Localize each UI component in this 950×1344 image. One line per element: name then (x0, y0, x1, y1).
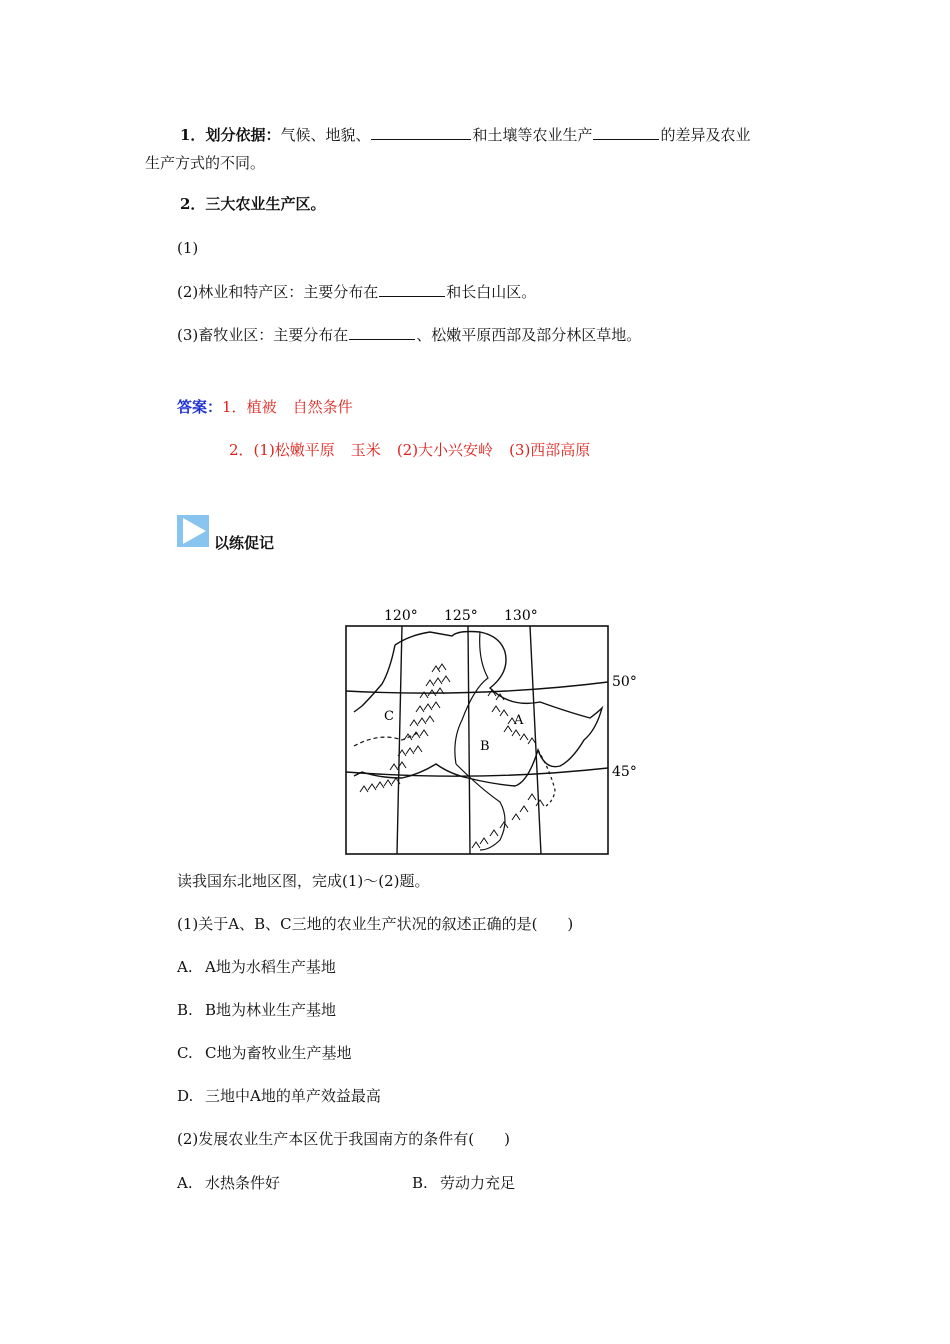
lat-label-45: 45° (612, 764, 637, 780)
parallel-45 (346, 768, 608, 776)
criteria-line-2: 生产方式的不同。 (145, 154, 266, 172)
answer-2-d: (3)西部高原 (509, 441, 591, 459)
blank-4 (349, 324, 415, 340)
answer-label: 答案： (177, 398, 223, 416)
answer-1-a: 植被 (246, 398, 277, 416)
practice-title: 以练促记 (214, 534, 275, 552)
regions-item-3 (177, 324, 641, 345)
regions-item-1: (1) (177, 239, 199, 257)
q1-option-a: A. A地为水稻生产基地 (177, 958, 336, 976)
criteria-text-c: 的差异及农业 (660, 126, 751, 144)
map-frame (346, 626, 608, 854)
q2-option-b: B. 劳动力充足 (412, 1174, 516, 1192)
answer-2-c: (2)大小兴安岭 (396, 441, 494, 459)
question-intro: 读我国东北地区图，完成(1)～(2)题。 (177, 872, 430, 890)
play-icon (177, 515, 209, 547)
east-boundary (538, 750, 555, 806)
question-1: (1)关于A、B、C三地的农业生产状况的叙述正确的是( ) (177, 915, 574, 933)
lon-label-130: 130° (504, 608, 538, 624)
answer-2-number: 2． (229, 441, 254, 459)
regions-item-3-a: (3)畜牧业区：主要分布在 (177, 326, 349, 344)
regions-item-2-a: (2)林业和特产区：主要分布在 (177, 283, 379, 301)
lon-label-125: 125° (444, 608, 478, 624)
parallel-50 (346, 682, 608, 693)
region-label-c: C (384, 709, 394, 724)
q1-option-c: C. C地为畜牧业生产基地 (177, 1044, 352, 1062)
answer-2-b: 玉米 (350, 441, 381, 459)
blank-1 (371, 124, 471, 140)
lat-label-50: 50° (612, 674, 637, 690)
regions-item-3-b: 、松嫩平原西部及部分林区草地。 (416, 326, 642, 344)
q2-option-a: A. 水热条件好 (177, 1174, 281, 1192)
lon-label-120: 120° (384, 608, 418, 624)
mountain-symbols (360, 664, 544, 848)
regions-item-2 (177, 281, 536, 302)
criteria-number: 1． (180, 126, 206, 144)
q1-option-d: D. 三地中A地的单产效益最高 (177, 1087, 381, 1105)
criteria-label: 划分依据： (205, 126, 281, 144)
answer-line-2 (229, 440, 590, 460)
west-boundary (354, 645, 395, 712)
meridian-125 (468, 626, 470, 854)
region-label-a: A (514, 713, 524, 728)
blank-3 (379, 281, 445, 297)
provincial-border (354, 732, 420, 746)
criteria-text-a: 气候、地貌、 (280, 126, 371, 144)
region-label-b: B (480, 739, 490, 754)
answer-1-b: 自然条件 (292, 398, 353, 416)
answer-line-1 (177, 397, 353, 417)
criteria-line-1 (180, 124, 751, 145)
answer-1-number: 1． (222, 398, 247, 416)
regions-item-2-b: 和长白山区。 (446, 283, 537, 301)
northeast-china-map (340, 600, 637, 860)
criteria-text-b: 和土壤等农业生产 (472, 126, 593, 144)
regions-heading: 2．三大农业生产区。 (180, 195, 326, 213)
question-2: (2)发展农业生产本区优于我国南方的条件有( ) (177, 1130, 510, 1148)
q1-option-b: B. B地为林业生产基地 (177, 1001, 337, 1019)
answer-2-a: (1)松嫩平原 (253, 441, 335, 459)
meridian-130 (530, 626, 541, 854)
blank-2 (593, 124, 659, 140)
